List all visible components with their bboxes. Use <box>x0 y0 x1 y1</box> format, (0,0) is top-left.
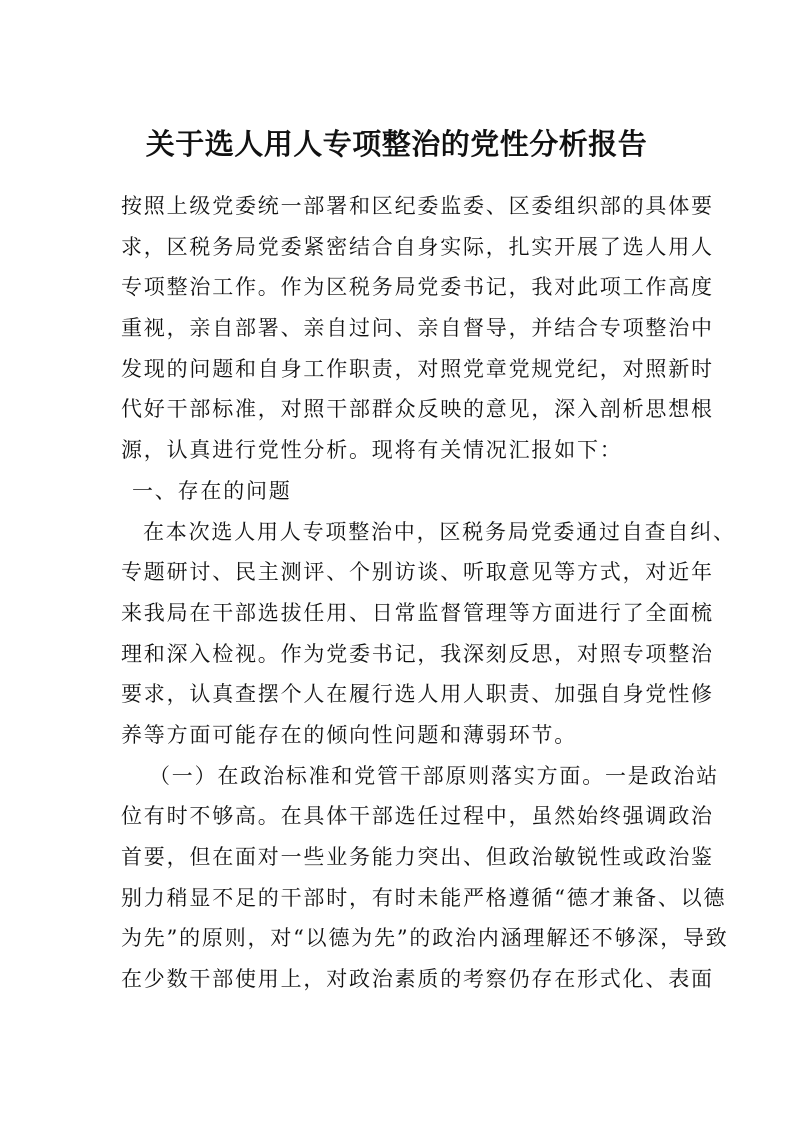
paragraph-line: 发现的问题和自身工作职责，对照党章党规党纪，对照新时 <box>121 356 714 381</box>
paragraph-line: 要求，认真查摆个人在履行选人用人职责、加强自身党性修 <box>121 682 714 707</box>
paragraph-line: 来我局在干部选拔任用、日常监督管理等方面进行了全面梳 <box>121 600 714 625</box>
paragraph-line: 在少数干部使用上，对政治素质的考察仍存在形式化、表面 <box>121 967 714 992</box>
document-body <box>121 186 736 1000</box>
paragraph-line: 求，区税务局党委紧密结合自身实际，扎实开展了选人用人 <box>121 234 714 259</box>
paragraph-line: 专题研讨、民主测评、个别访谈、听取意见等方式，对近年 <box>121 560 714 585</box>
paragraph-line: 别力稍显不足的干部时，有时未能严格遵循“德才兼备、以德 <box>121 885 727 910</box>
paragraph-line: 理和深入检视。作为党委书记，我深刻反思，对照专项整治 <box>121 641 714 666</box>
paragraph-line: 源，认真进行党性分析。现将有关情况汇报如下： <box>121 438 623 463</box>
section-heading: 一、存在的问题 <box>132 478 292 503</box>
paragraph-line: 养等方面可能存在的倾向性问题和薄弱环节。 <box>121 722 577 747</box>
document-title: 关于选人用人专项整治的党性分析报告 <box>145 127 648 161</box>
paragraph-line: 为先”的原则，对“以德为先”的政治内涵理解还不够深，导致 <box>121 926 729 951</box>
paragraph-line: 重视，亲自部署、亲自过问、亲自督导，并结合专项整治中 <box>121 316 714 341</box>
paragraph-line: 按照上级党委统一部署和区纪委监委、区委组织部的具体要 <box>121 194 714 218</box>
paragraph-line: 首要，但在面对一些业务能力突出、但政治敏锐性或政治鉴 <box>121 845 714 869</box>
subsection-line: （一）在政治标准和党管干部原则落实方面。一是政治站 <box>149 763 719 788</box>
paragraph-line: 代好干部标准，对照干部群众反映的意见，深入剖析思想根 <box>121 397 714 422</box>
paragraph-line: 在本次选人用人专项整治中，区税务局党委通过自查自纠、 <box>143 519 736 544</box>
paragraph-line: 位有时不够高。在具体干部选任过程中，虽然始终强调政治 <box>121 804 714 829</box>
paragraph-line: 专项整治工作。作为区税务局党委书记，我对此项工作高度 <box>121 275 714 300</box>
